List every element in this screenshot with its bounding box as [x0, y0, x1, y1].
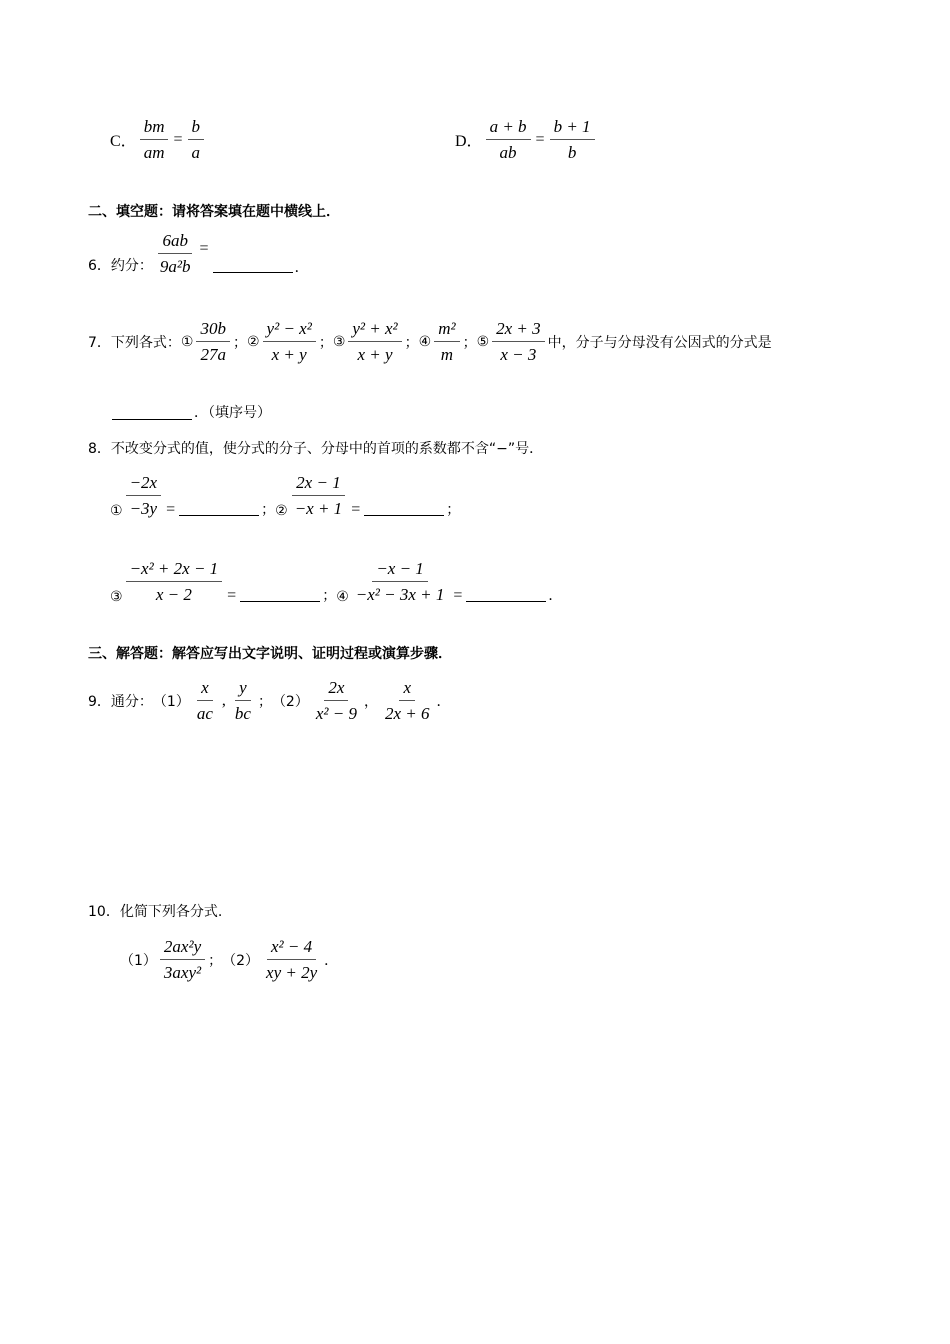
- section-2-heading: 二、填空题：请将答案填在题中横线上．: [88, 204, 340, 220]
- fraction: $\frac{bm}{am}$: [140, 116, 169, 163]
- fraction: $\frac{y}{bc}$: [234, 678, 251, 723]
- option-d: D． $\frac{a + b}{ab}$ = $\frac{b + 1}{b}$: [455, 116, 598, 163]
- fraction: $\frac{x}{ac}$: [196, 678, 213, 723]
- question-6: 6．约分： $\frac{6ab}{\text{9a²b}}$ = ．: [88, 231, 309, 276]
- fraction: $\frac{\text{x² − 4}}{xy + 2y}$: [266, 937, 318, 982]
- fraction: $\frac{\text{2ax²y}}{\text{3axy²}}$: [160, 936, 205, 983]
- question-label: 9．通分：: [88, 693, 153, 710]
- fraction: $\frac{6ab}{\text{9a²b}}$: [159, 231, 191, 276]
- option-d-label: D．: [455, 133, 483, 150]
- answer-blank[interactable]: [364, 501, 444, 516]
- fraction: $\frac{\text{y² − x²}}{x + y}$: [263, 318, 316, 365]
- question-7-answer: ．（填序号）: [110, 402, 271, 422]
- answer-blank[interactable]: [179, 501, 259, 516]
- fraction: $\frac{\text{−x² + 2x − 1}}{x - 2}$: [126, 558, 223, 605]
- question-label: 7．下列各式：: [88, 334, 181, 351]
- section-3-heading: 三、解答题：解答应写出文字说明、证明过程或演算步骤．: [88, 646, 452, 662]
- answer-blank[interactable]: [240, 587, 320, 602]
- fraction: $\frac{-x - 1}{\text{−x² − 3x + 1}}$: [355, 559, 445, 604]
- question-label: 6．约分：: [88, 258, 153, 274]
- question-8: 8．不改变分式的值，使分式的分子、分母中的首项的系数都不含“−”号．: [88, 441, 544, 457]
- question-8-row-2: ③ $\frac{\text{−x² + 2x − 1}}{x - 2}$ = ； ④ $\frac{-x - 1}{\text{−x² − 3x + 1}}$ = ．: [110, 559, 563, 605]
- fraction: $\frac{2x + 3}{x - 3}$: [492, 318, 545, 365]
- question-10: 10．化简下列各分式.: [88, 904, 223, 920]
- answer-blank[interactable]: [466, 587, 546, 602]
- fraction: $\frac{x}{2x + 6}$: [384, 678, 430, 723]
- answer-blank[interactable]: [112, 405, 192, 420]
- question-9: 9．通分： （1） $\frac{x}{ac}$ , $\frac{y}{bc}$ ； （2） $\frac{2x}{\text{x² − 9}}$ ， $\frac{x}{2x + 6}$ ．: [88, 678, 451, 723]
- fraction: $\frac{a + b}{ab}$: [486, 116, 531, 163]
- question-7: 7．下列各式： ① $\frac{30b}{27a}$ ； ② $\frac{\text{y² − x²}}{x + y}$ ； ③ $\frac{\text{y² + x²}}{x + y}$ ； ④ $\frac{\text{m²}}{m}$ ； ⑤ $\frac{2x + 3}{x - 3}$ 中，分子与分母没有公因式的分式是: [88, 319, 772, 364]
- fraction: $\frac{b + 1}{b}$: [550, 116, 595, 163]
- option-c-label: C．: [110, 133, 137, 150]
- question-8-row-1: ① $\frac{-2x}{-3y}$ = ； ② $\frac{2x - 1}{-x + 1}$ = ；: [110, 473, 461, 519]
- fraction: $\frac{b}{a}$: [188, 116, 205, 163]
- answer-blank[interactable]: [213, 258, 293, 273]
- fraction: $\frac{2x - 1}{-x + 1}$: [291, 472, 347, 519]
- option-c: C． $\frac{bm}{am}$ = $\frac{b}{a}$: [110, 116, 207, 163]
- fraction: $\frac{2x}{\text{x² − 9}}$: [315, 678, 357, 723]
- fraction: $\frac{30b}{27a}$: [196, 318, 230, 365]
- fraction: $\frac{\text{y² + x²}}{x + y}$: [348, 318, 401, 365]
- fraction: $\frac{-2x}{-3y}$: [126, 472, 162, 519]
- question-10-parts: （1） $\frac{\text{2ax²y}}{\text{3axy²}}$ ； （2） $\frac{\text{x² − 4}}{xy + 2y}$ ．: [120, 937, 339, 982]
- fraction: $\frac{\text{m²}}{m}$: [434, 318, 459, 365]
